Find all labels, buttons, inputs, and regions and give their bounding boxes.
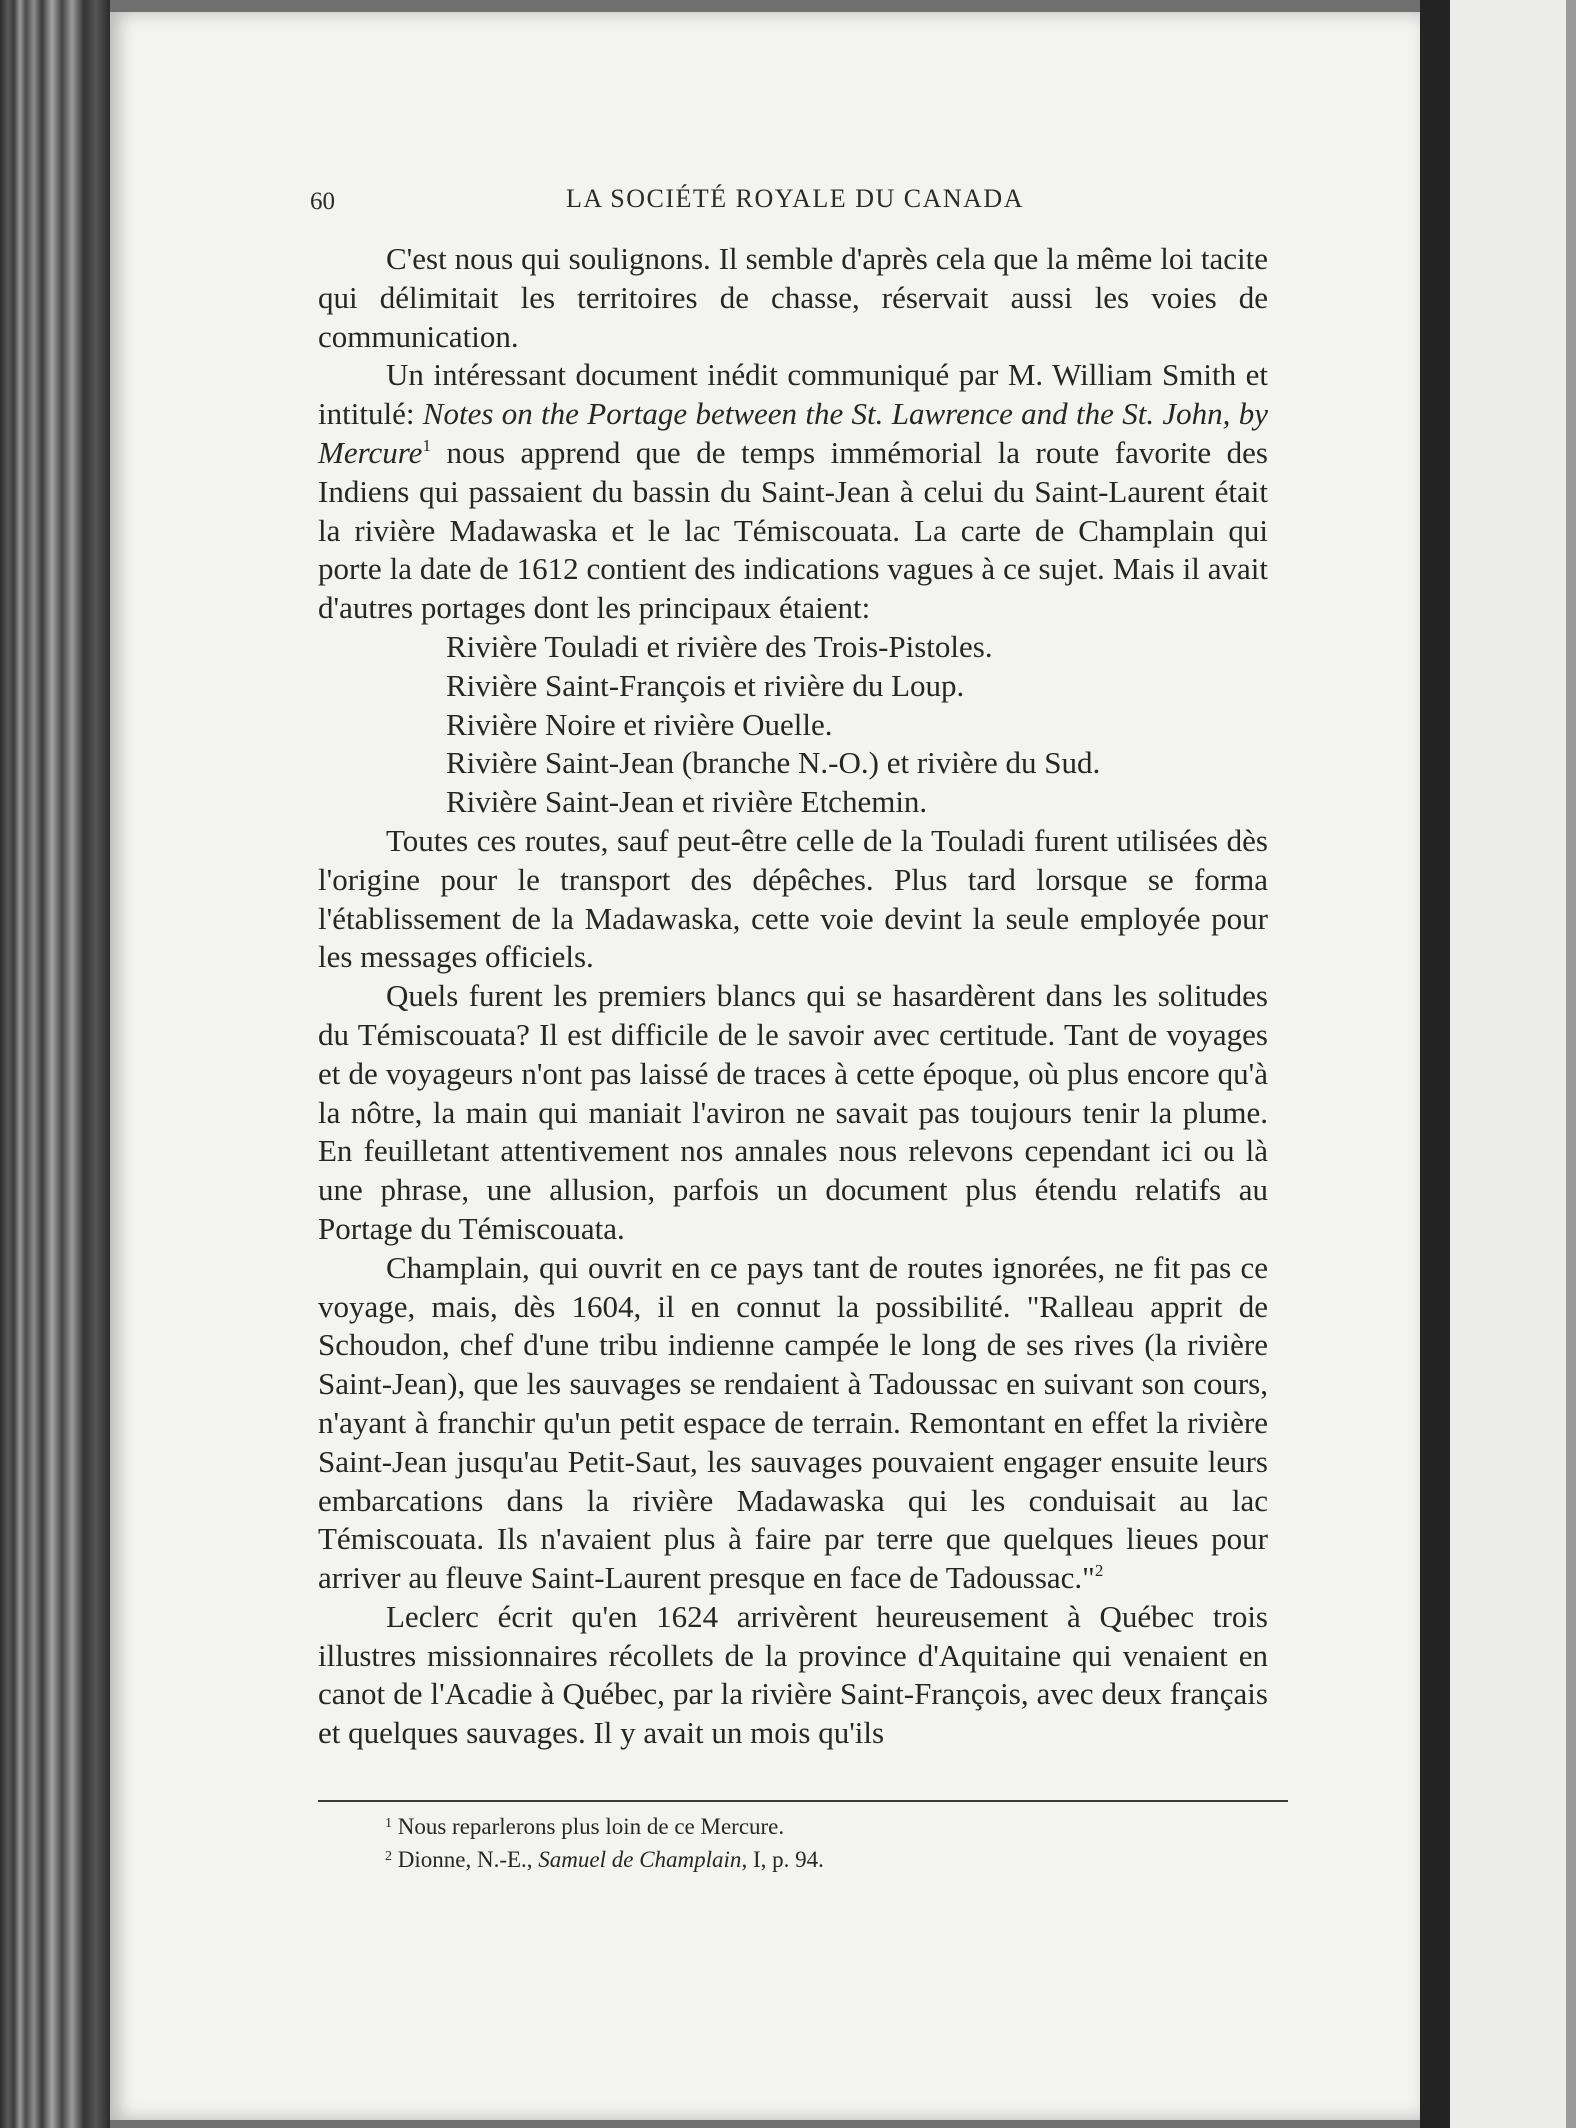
footnote-text: Nous reparlerons plus loin de ce Mercure. <box>397 1814 785 1839</box>
book-gutter <box>1420 0 1450 2128</box>
paragraph-2-intro: Un intéressant document inédit communiqué par M. William Smith et intitulé: <box>318 357 1268 432</box>
footnotes <box>385 1810 1265 1876</box>
paragraph-3: Toutes ces routes, sauf peut-être celle de la Touladi furent utilisées dès l'origine pour le transport des dépêches. Plus tard lorsque se forma l'établissement de la Madawaska, cette voie devint la seule employée pour les messages officiels. <box>318 822 1268 975</box>
facing-page-edge <box>1450 0 1576 2128</box>
champlain-quote: Champlain, qui ouvrit en ce pays tant de routes ignorées, ne fit pas ce voyage, mais, dès 1604, il en connut la possibilité. "Ralleau apprit de Schoudon, chef d'une tribu indienne campée le long de ses rives (la rivière Saint-Jean), que les sauvages se rendaient à Tadoussac en suivant son cours, n'ayant à franchir qu'un petit espace de terrain. Remontant en effet la rivière Saint-Jean jusqu'au Petit-Saut, les sauvages pouvaient engager ensuite leurs embarcations dans la rivière Madawaska qui les conduisait au lac Témiscouata. Ils n'avaient plus à faire par terre que quelques lieues pour arriver au fleuve Saint-Laurent presque en face de Tadoussac." <box>318 1249 1268 1596</box>
paragraph-2 <box>318 356 1268 628</box>
list-item: Rivière Noire et rivière Ouelle. <box>446 706 833 742</box>
footnote-1 <box>385 1810 1265 1843</box>
footnote-mark: 1 <box>385 1816 392 1831</box>
list-item: Rivière Saint-Jean et rivière Etchemin. <box>446 784 928 820</box>
footnote-mark: 2 <box>385 1849 392 1864</box>
footnote-ref-2: 2 <box>1094 1561 1104 1581</box>
book-spine-edges <box>0 0 110 2128</box>
list-item: Rivière Saint-Jean (branche N.-O.) et rivière du Sud. <box>446 745 1101 781</box>
page-header <box>310 176 1280 216</box>
paragraph-4: Quels furent les premiers blancs qui se hasardèrent dans les solitudes du Témiscouata? Il est difficile de le savoir avec certitude. Tant de voyages et de voyageurs n'ont pas laissé de traces à cette époque, où plus encore qu'à la nôtre, la main qui maniait l'aviron ne savait pas toujours tenir la plume. En feuilletant attentivement nos annales nous relevons cependant ici ou là une phrase, une allusion, parfois un document plus étendu relatifs au Portage du Témiscouata. <box>318 978 1268 1246</box>
paragraph-2-body: nous apprend que de temps immémorial la route favorite des Indiens qui passaient du bassin du Saint-Jean à celui du Saint-Laurent était la rivière Madawaska et le lac Témiscouata. La carte de Champlain qui porte la date de 1612 contient des indications vagues à ce sujet. Mais il avait d'autres portages dont les principaux étaient: <box>318 434 1268 626</box>
facing-page-border <box>1566 0 1576 2128</box>
list-item: Rivière Saint-François et rivière du Loup. <box>446 667 965 703</box>
page-number: 60 <box>310 188 335 215</box>
page-body <box>318 240 1268 1753</box>
paragraph-6: Leclerc écrit qu'en 1624 arrivèrent heureusement à Québec trois illustres missionnaires récollets de la province d'Aquitaine qui venaient en canot de l'Acadie à Québec, par la rivière Saint-François, avec deux français et quelques sauvages. Il y avait un mois qu'ils <box>318 1598 1268 1751</box>
paragraph-1: C'est nous qui soulignons. Il semble d'après cela que la même loi tacite qui délimitait les territoires de chasse, réservait aussi les voies de communication. <box>318 241 1268 354</box>
footnote-text: Dionne, N.-E., <box>397 1847 533 1872</box>
footnote-book-title: Samuel de Champlain <box>538 1847 742 1872</box>
footnote-text-tail: , I, p. 94. <box>741 1847 824 1872</box>
document-title: Notes on the Portage between the St. Lawrence and the St. John, by Mercure <box>318 396 1269 470</box>
paragraph-5 <box>318 1249 1268 1598</box>
footnote-ref-1: 1 <box>422 435 431 455</box>
list-item: Rivière Touladi et rivière des Trois-Pistoles. <box>446 628 993 664</box>
running-title: LA SOCIÉTÉ ROYALE DU CANADA <box>566 184 1024 213</box>
portage-list <box>318 628 1268 822</box>
footnote-2 <box>385 1843 1265 1876</box>
footnote-divider <box>318 1800 1288 1802</box>
